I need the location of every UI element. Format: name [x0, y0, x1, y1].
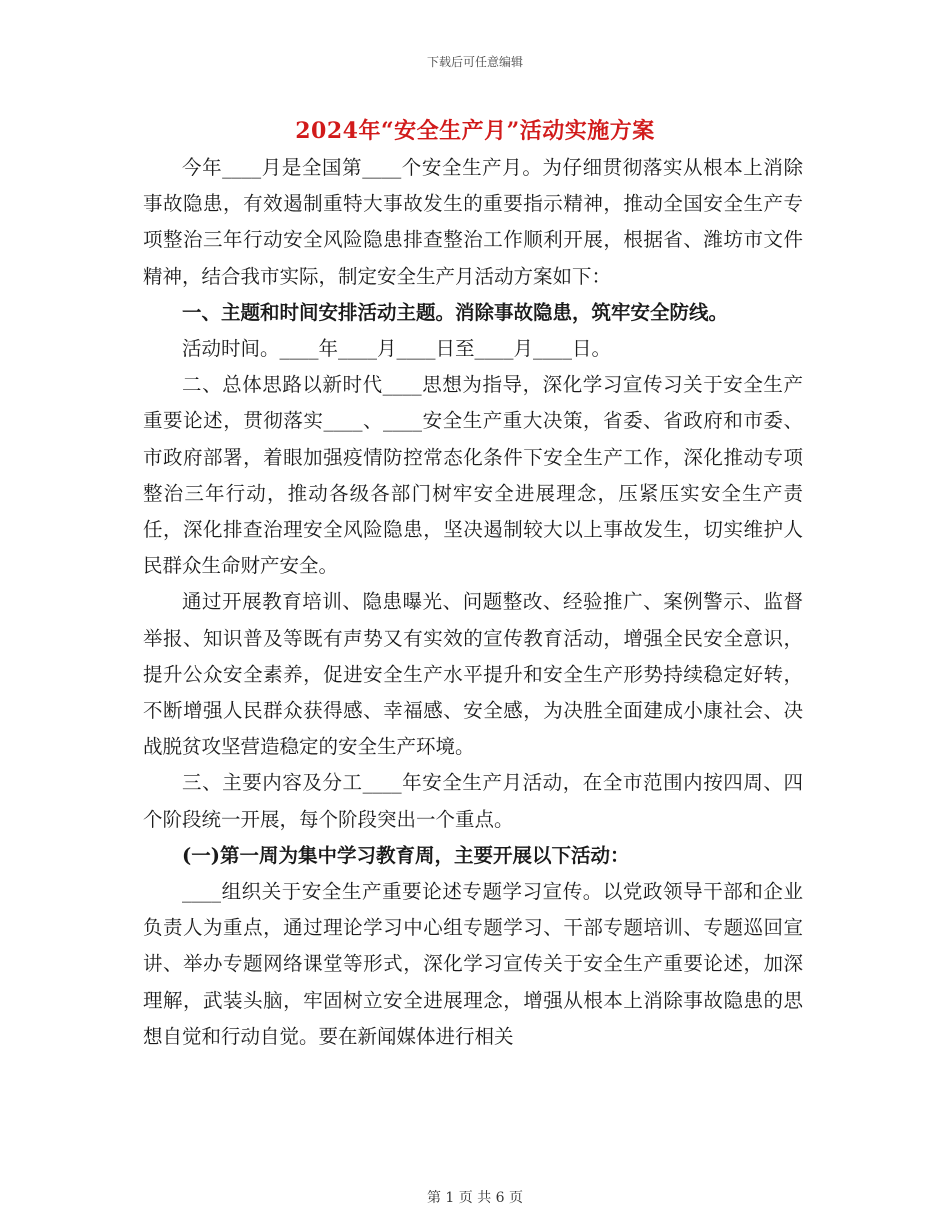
- page-footer: 第 1 页 共 6 页: [426, 1190, 524, 1206]
- paragraph-activity-time: 活动时间。____年____月____日至____月____日。: [182, 337, 612, 361]
- section-heading-theme: 一、主题和时间安排活动主题。消除事故隐患，筑牢安全防线。: [182, 300, 729, 324]
- paragraph-general-idea: 二、总体思路以新时代____思想为指导，深化学习宣传习关于安全生产重要论述，贯彻落实____、____安全生产重大决策，省委、省政府和市委、市政府部署，着眼加强疫情防控常态化条件下安全生产工作，深化推动专项整治三年行动，推动各级各部门树牢安全进展理念，压紧压实安全生产责任，深化排查治理安全风险隐患，坚决遏制较大以上事故发生，切实维护人民群众生命财产安全。: [143, 373, 803, 578]
- paragraph-intro: 今年____月是全国第____个安全生产月。为仔细贯彻落实从根本上消除事故隐患，有效遏制重特大事故发生的重要指示精神，推动全国安全生产专项整治三年行动安全风险隐患排查整治工作顺利开展，根据省、潍坊市文件精神，结合我市实际，制定安全生产月活动方案如下：: [143, 156, 803, 288]
- paragraph-main-content: 三、主要内容及分工____年安全生产月活动，在全市范围内按四周、四个阶段统一开展，每个阶段突出一个重点。: [143, 771, 803, 831]
- paragraph-activities: 通过开展教育培训、隐患曝光、问题整改、经验推广、案例警示、监督举报、知识普及等既有声势又有实效的宣传教育活动，增强全民安全意识，提升公众安全素养，促进安全生产水平提升和安全生产形势持续稳定好转，不断增强人民群众获得感、幸福感、安全感，为决胜全面建成小康社会、决战脱贫攻坚营造稳定的安全生产环境。: [143, 590, 803, 759]
- subsection-heading-week-one: (一)第一周为集中学习教育周，主要开展以下活动：: [182, 843, 630, 867]
- document-title: 2024年“安全生产月”活动实施方案: [295, 118, 655, 144]
- document-body: [143, 150, 803, 1055]
- page-header: 下载后可任意编辑: [426, 55, 523, 69]
- paragraph-study-organization: ____组织关于安全生产重要论述专题学习宣传。以党政领导干部和企业负责人为重点，通过理论学习中心组专题学习、干部专题培训、专题巡回宣讲、举办专题网络课堂等形式，深化学习宣传关于安全生产重要论述，加深理解，武装头脑，牢固树立安全进展理念，增强从根本上消除事故隐患的思想自觉和行动自觉。要在新闻媒体进行相关: [143, 880, 803, 1048]
